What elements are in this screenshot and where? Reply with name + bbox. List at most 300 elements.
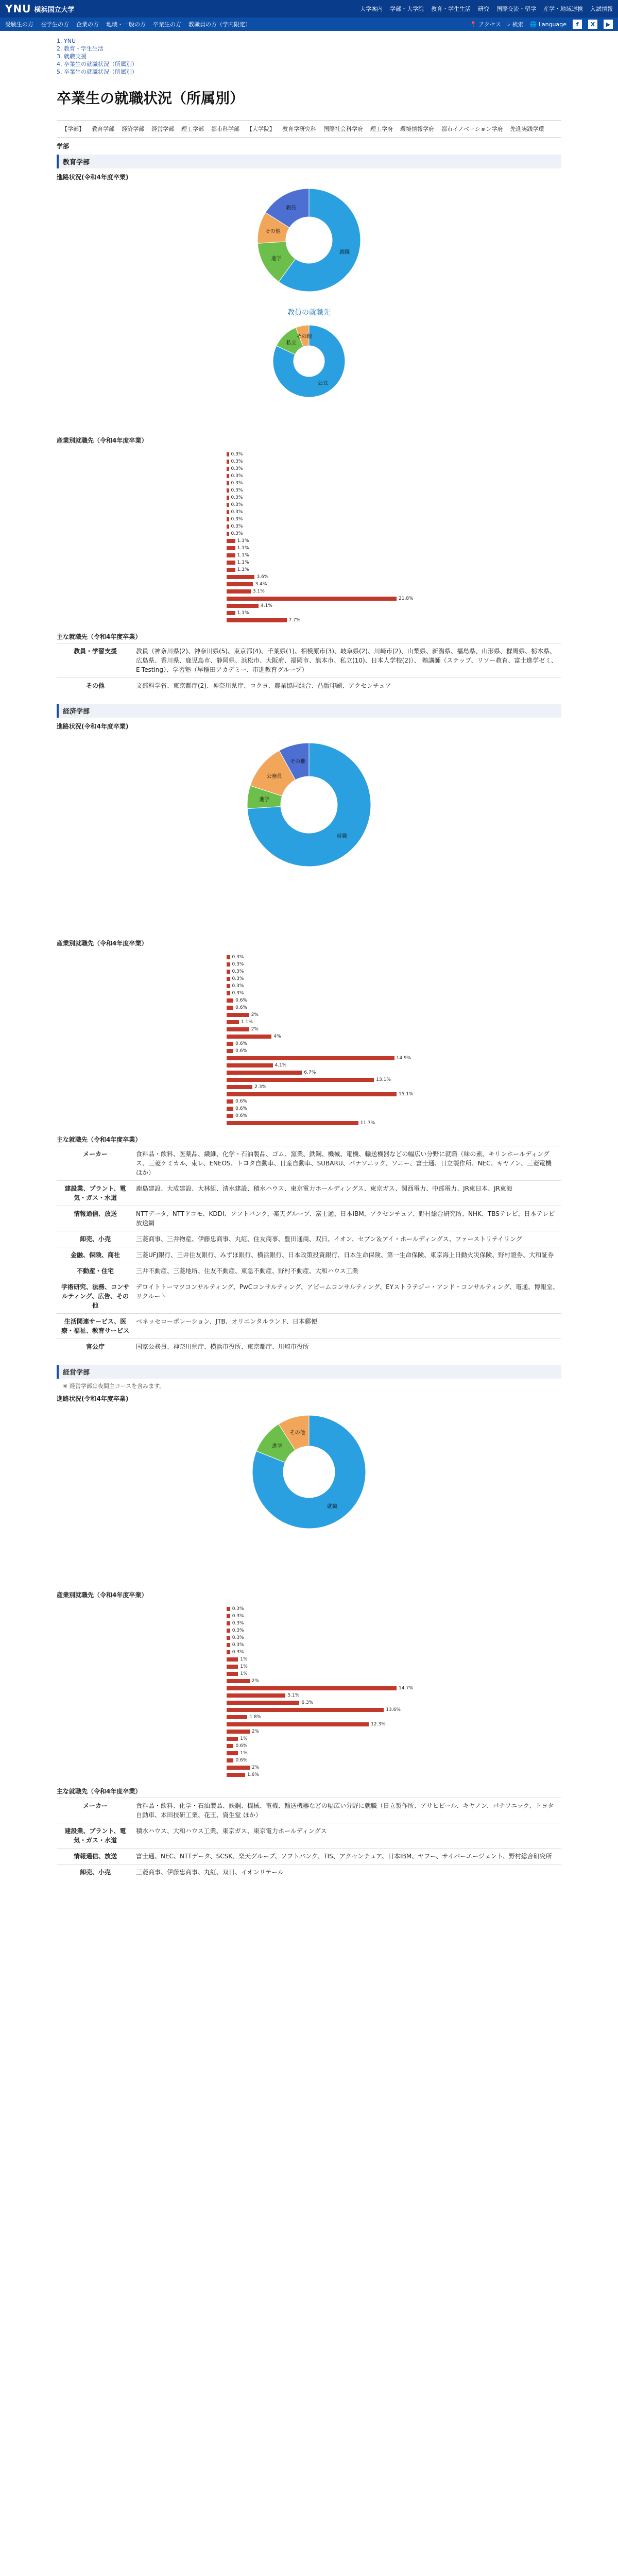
bar-row xyxy=(57,1649,561,1656)
chart-wrap xyxy=(57,178,561,302)
row-value: 三菱商事、伊藤忠商事、丸紅、双日、イオンリテール xyxy=(134,1865,561,1880)
row-value: 積水ハウス、大和ハウス工業、東京ガス、東京電力ホールディングス xyxy=(134,1823,561,1849)
bar-row xyxy=(57,1685,561,1692)
filter-link[interactable]: 経済学部 xyxy=(122,126,144,132)
bar-row xyxy=(57,1757,561,1764)
bar-value-label: 0.3% xyxy=(232,1606,244,1612)
chart-label: 産業別就職先（令和4年度卒業） xyxy=(57,437,148,444)
table-row xyxy=(57,1263,561,1279)
bar-value-label: 0.3% xyxy=(232,1650,244,1655)
bar-row xyxy=(57,509,561,516)
bar xyxy=(227,575,254,579)
bar xyxy=(227,1679,250,1683)
audience-link[interactable]: 在学生の方 xyxy=(41,21,69,28)
filter-link[interactable]: 都市科学部 xyxy=(211,126,239,132)
bar-value-label: 0.3% xyxy=(231,531,243,536)
filter-link[interactable]: 教育学研究科 xyxy=(282,126,316,132)
bar-value-label: 0.3% xyxy=(231,452,243,457)
chart-label: 教員の就職先 xyxy=(287,309,331,317)
bar-row xyxy=(57,480,561,487)
bar-value-label: 3.6% xyxy=(256,574,269,580)
bar-row xyxy=(57,1098,561,1105)
bar-row xyxy=(57,1735,561,1742)
bar-value-label: 0.3% xyxy=(231,495,243,500)
bar-value-label: 7.7% xyxy=(288,618,301,623)
dept-heading-economics: 経済学部 xyxy=(57,704,561,718)
bar-row xyxy=(57,1605,561,1613)
bar-value-label: 21.8% xyxy=(399,596,414,601)
page-title: 卒業生の就職状況（所属別） xyxy=(57,90,245,107)
table-row xyxy=(57,643,561,678)
bar-row xyxy=(57,1040,561,1047)
search-label: 検索 xyxy=(512,21,524,28)
bar-value-label: 0.3% xyxy=(231,481,243,486)
bar-value-label: 0.6% xyxy=(235,1106,247,1111)
pie-slice-label: 公務員 xyxy=(266,774,282,780)
bar xyxy=(227,1629,230,1633)
bar-row xyxy=(57,982,561,990)
bar-row xyxy=(57,545,561,552)
bar-row xyxy=(57,968,561,975)
bar-value-label: 1.6% xyxy=(247,1772,259,1777)
dept-heading-management: 経営学部 xyxy=(57,1365,561,1379)
bar-row xyxy=(57,465,561,472)
status-pie-chart xyxy=(211,733,407,877)
row-value: 富士通、NEC、NTTデータ、SCSK、楽天グループ、ソフトバンク、TIS、アクセンチュア、日本IBM、ヤフー、サイバーエージェント、野村総合研究所 xyxy=(134,1849,561,1865)
bar-row xyxy=(57,1706,561,1714)
bar xyxy=(227,561,235,565)
top-bar xyxy=(0,0,618,18)
bar-value-label: 1.8% xyxy=(249,1715,262,1720)
chart-label: 進路状況(令和4年度卒業) xyxy=(57,723,129,730)
bar-value-label: 0.3% xyxy=(232,976,244,981)
bar-row xyxy=(57,1033,561,1040)
breadcrumb-item[interactable]: 1. YNU xyxy=(57,38,76,44)
pie-slice-label: 就職 xyxy=(336,833,347,839)
bar xyxy=(227,1063,273,1067)
pie-slice-label: 進学 xyxy=(259,797,270,803)
filter-group-label: 【大学院】 xyxy=(247,126,275,132)
bar-row xyxy=(57,523,561,530)
bar-value-label: 0.3% xyxy=(232,1635,244,1640)
language-link[interactable] xyxy=(530,21,567,28)
filter-link[interactable]: 理工学部 xyxy=(181,126,204,132)
bar xyxy=(227,1607,230,1611)
bar-row xyxy=(57,566,561,573)
bar-value-label: 2% xyxy=(251,1765,260,1770)
bar-value-label: 2% xyxy=(251,1679,260,1684)
table-row xyxy=(57,1181,561,1206)
bar-row xyxy=(57,1714,561,1721)
pin-icon: 📍 xyxy=(469,21,477,28)
youtube-icon[interactable]: ▶ xyxy=(604,20,613,29)
bar-row xyxy=(57,1721,561,1728)
bar xyxy=(227,1708,384,1712)
nav-item[interactable]: 研究 xyxy=(478,6,489,12)
bar xyxy=(227,1773,245,1777)
bar-row xyxy=(57,458,561,465)
bar-row xyxy=(57,1641,561,1649)
globe-icon: 🌐 xyxy=(529,21,537,28)
bar-row xyxy=(57,1634,561,1641)
table-label: 主な就職先（令和4年度卒業） xyxy=(57,633,142,640)
search-icon: ⌕ xyxy=(507,21,510,28)
pie-slice-label: その他 xyxy=(289,1430,305,1436)
bar xyxy=(227,1693,285,1698)
nav-item[interactable]: 学部・大学院 xyxy=(390,6,424,12)
department-filter xyxy=(57,120,561,138)
bar-value-label: 11.7% xyxy=(360,1121,375,1126)
bar xyxy=(227,1006,233,1010)
bar-value-label: 0.3% xyxy=(232,969,244,974)
bar-value-label: 0.6% xyxy=(235,1005,247,1010)
bar xyxy=(227,1766,250,1770)
nav-item[interactable]: 産学・地域連携 xyxy=(543,6,583,12)
bar-row xyxy=(57,1055,561,1062)
table-row xyxy=(57,1279,561,1314)
bar-row xyxy=(57,530,561,537)
row-key: 教員・学習支援 xyxy=(57,643,134,678)
employer-table xyxy=(57,1146,561,1354)
bar-row xyxy=(57,990,561,997)
bar-value-label: 1% xyxy=(240,1671,248,1676)
breadcrumb-item[interactable]: 4. 卒業生の就職状況（所属別） xyxy=(57,61,138,67)
bar-value-label: 1.1% xyxy=(237,567,249,572)
section-label: 学部 xyxy=(57,143,70,150)
filter-link[interactable]: 教育学部 xyxy=(92,126,114,132)
bar-row xyxy=(57,581,561,588)
bar-value-label: 1% xyxy=(240,1664,248,1669)
bar xyxy=(227,1715,247,1719)
bar-value-label: 2% xyxy=(251,1012,259,1018)
teacher-pie-chart xyxy=(242,317,376,405)
filter-link[interactable]: 国際社会科学府 xyxy=(323,126,363,132)
bar-value-label: 13.6% xyxy=(386,1707,401,1713)
bar-value-label: 13.1% xyxy=(376,1077,391,1082)
x-icon[interactable]: X xyxy=(588,20,597,29)
industry-bar-chart xyxy=(57,451,561,624)
filter-group-label: 【学部】 xyxy=(62,126,84,132)
bar xyxy=(227,1686,397,1690)
bar-value-label: 0.3% xyxy=(232,1642,244,1648)
bar-value-label: 2% xyxy=(251,1027,259,1032)
bar-row xyxy=(57,451,561,458)
row-value: デロイトトーマツコンサルティング、PwCコンサルティング、アビームコンサルティング、EYストラテジー・アンド・コンサルティング、電通、博報堂、リクルート xyxy=(134,1279,561,1314)
row-value: 文部科学省、東京都庁(2)、神奈川県庁、コクヨ、農業協同組合、凸版印刷、アクセンチュア xyxy=(134,678,561,694)
bar xyxy=(227,1121,358,1125)
bar-value-label: 1.1% xyxy=(237,546,249,551)
table-row xyxy=(57,1339,561,1355)
chart-wrap xyxy=(57,1405,561,1539)
filter-link[interactable]: 先進実践学環 xyxy=(510,126,544,132)
bar xyxy=(227,1099,233,1104)
logo-mark: YNU xyxy=(5,3,31,15)
bar xyxy=(227,1621,230,1625)
bar xyxy=(227,1722,369,1726)
filter-link[interactable]: 経営学部 xyxy=(151,126,174,132)
table-label: 主な就職先（令和4年度卒業） xyxy=(57,1136,142,1143)
row-value: 鹿島建設、大成建設、大林組、清水建設、積水ハウス、東京電力ホールディングス、東京ガス、関西電力、中部電力、JR東日本、JR東海 xyxy=(134,1181,561,1206)
bar-value-label: 0.3% xyxy=(232,1621,244,1626)
table-row xyxy=(57,1231,561,1247)
bar xyxy=(227,1071,302,1075)
bar-row xyxy=(57,1663,561,1670)
bar-value-label: 0.3% xyxy=(232,984,244,989)
bar-value-label: 0.3% xyxy=(231,524,243,529)
row-value: 食料品・飲料、化学・石油製品、鉄鋼、機械、電機、輸送機器などの幅広い分野に就職（日立製作所、アサヒビール、キヤノン、パナソニック、トヨタ自動車、本田技研工業、花王、資生堂 ほか） xyxy=(134,1798,561,1823)
bar-row xyxy=(57,1620,561,1627)
row-key: 情報通信、放送 xyxy=(57,1849,134,1865)
audience-link[interactable]: 卒業生の方 xyxy=(153,21,181,28)
bar-row xyxy=(57,975,561,982)
row-value: 三井不動産、三菱地所、住友不動産、東急不動産、野村不動産、大和ハウス工業 xyxy=(134,1263,561,1279)
bar-row xyxy=(57,1613,561,1620)
row-value: 三菱商事、三井物産、伊藤忠商事、丸紅、住友商事、豊田通商、双日、イオン、セブン＆アイ・ホールディングス、ファーストリテイリング xyxy=(134,1231,561,1247)
bar-value-label: 4.1% xyxy=(274,1063,287,1068)
bar-row xyxy=(57,1627,561,1634)
bar-value-label: 0.6% xyxy=(235,1743,248,1749)
bar-row xyxy=(57,552,561,559)
bar-row xyxy=(57,997,561,1004)
bar-value-label: 6.3% xyxy=(301,1700,314,1705)
chart-label: 産業別就職先（令和4年度卒業） xyxy=(57,940,148,947)
bar xyxy=(227,1665,238,1669)
bar xyxy=(227,604,259,608)
table-row xyxy=(57,1247,561,1263)
pie-slice-label: 進学 xyxy=(272,1444,283,1450)
bar xyxy=(227,1636,230,1640)
filter-link[interactable]: 環境情報学府 xyxy=(400,126,434,132)
bar xyxy=(227,1730,250,1734)
pie-slice-label: その他 xyxy=(296,333,312,340)
language-label: Language xyxy=(538,21,566,28)
bar xyxy=(227,1042,233,1046)
bar-row xyxy=(57,1742,561,1750)
bar-value-label: 0.3% xyxy=(231,459,243,464)
bar-row xyxy=(57,595,561,602)
bar-value-label: 15.1% xyxy=(399,1092,414,1097)
bar-row xyxy=(57,472,561,480)
bar xyxy=(227,1056,394,1060)
bar-value-label: 1.1% xyxy=(237,553,249,558)
bar-value-label: 2.3% xyxy=(254,1084,267,1090)
bar-value-label: 1% xyxy=(240,1751,248,1756)
bar-value-label: 1.1% xyxy=(237,538,249,544)
filter-link[interactable]: 都市イノベーション学府 xyxy=(441,126,503,132)
bar-row xyxy=(57,1764,561,1771)
bar-value-label: 1.1% xyxy=(241,1020,253,1025)
filter-link[interactable]: 理工学府 xyxy=(370,126,393,132)
bar-value-label: 1.1% xyxy=(237,611,249,616)
bar-row xyxy=(57,1047,561,1055)
bar xyxy=(227,618,287,622)
bar-row xyxy=(57,1728,561,1735)
bar xyxy=(227,1049,233,1053)
nav-item[interactable]: 大学案内 xyxy=(360,6,383,12)
breadcrumb xyxy=(57,37,561,76)
bar-row xyxy=(57,1083,561,1091)
bar-row xyxy=(57,516,561,523)
facebook-icon[interactable]: f xyxy=(573,20,582,29)
bar-value-label: 0.3% xyxy=(232,991,244,996)
industry-bar-chart xyxy=(57,954,561,1127)
table-label: 主な就職先（令和4年度卒業） xyxy=(57,1788,142,1795)
bar-row xyxy=(57,1076,561,1083)
pie-slice-label: 教員 xyxy=(286,205,297,211)
employer-table xyxy=(57,1798,561,1880)
bar xyxy=(227,546,235,550)
bar-row xyxy=(57,1011,561,1019)
bar xyxy=(227,611,235,615)
bar xyxy=(227,1092,397,1096)
bar xyxy=(227,1027,249,1031)
bar-value-label: 14.9% xyxy=(396,1056,411,1061)
main-content xyxy=(57,31,561,1880)
bar xyxy=(227,1701,299,1705)
bar-row xyxy=(57,537,561,545)
bar-value-label: 0.6% xyxy=(235,1113,247,1118)
bar-value-label: 14.7% xyxy=(399,1686,414,1691)
bar-value-label: 3.1% xyxy=(252,589,265,594)
bar-value-label: 1.1% xyxy=(237,560,249,565)
row-key: メーカー xyxy=(57,1798,134,1823)
chart-label: 進路状況(令和4年度卒業) xyxy=(57,1395,129,1402)
search-link[interactable] xyxy=(507,20,524,28)
employer-table xyxy=(57,643,561,693)
table-row xyxy=(57,1849,561,1865)
bar-row xyxy=(57,501,561,509)
bar xyxy=(227,1107,233,1111)
site-logo[interactable] xyxy=(5,3,74,15)
row-key: 学術研究、法務、コンサルティング、広告、その他 xyxy=(57,1279,134,1314)
bar-value-label: 0.6% xyxy=(235,1758,248,1763)
row-value: 国家公務員、神奈川県庁、横浜市役所、東京都庁、川崎市役所 xyxy=(134,1339,561,1355)
bar-value-label: 0.3% xyxy=(231,473,243,479)
row-key: 不動産・住宅 xyxy=(57,1263,134,1279)
bar xyxy=(227,1114,233,1118)
nav-item[interactable]: 国際交流・留学 xyxy=(496,6,536,12)
table-row xyxy=(57,1823,561,1849)
bar-row xyxy=(57,588,561,595)
nav-item[interactable]: 入試情報 xyxy=(590,6,613,12)
row-key: メーカー xyxy=(57,1146,134,1181)
audience-link[interactable]: 受験生の方 xyxy=(5,21,33,28)
bar-row xyxy=(57,1091,561,1098)
bar xyxy=(227,597,397,601)
bar-row xyxy=(57,617,561,624)
bar-row xyxy=(57,1692,561,1699)
bar xyxy=(227,1744,233,1748)
bar xyxy=(227,1657,238,1662)
bar-row xyxy=(57,1062,561,1069)
bar-row xyxy=(57,1004,561,1011)
bar xyxy=(227,1013,249,1017)
bar-row xyxy=(57,1112,561,1120)
nav-item[interactable]: 教育・学生生活 xyxy=(431,6,471,12)
chart-label: 進路状況(令和4年度卒業) xyxy=(57,174,129,181)
bar-value-label: 1% xyxy=(240,1736,248,1741)
bar-value-label: 0.3% xyxy=(231,502,243,507)
row-value: NTTデータ、NTTドコモ、KDDI、ソフトバンク、楽天グループ、富士通、日本IBM、アクセンチュア、野村総合研究所、NHK、TBSテレビ、日本テレビ放送網 xyxy=(134,1206,561,1231)
bar xyxy=(227,1737,238,1741)
row-value: 食料品・飲料、医薬品、繊維、化学・石油製品、ゴム、窯業、鉄鋼、機械、電機、輸送機器などの幅広い分野に就職（味の素、キリンホールディングス、三菱ケミカル、東レ、ENEOS、トヨタ自動車、日産自動車、SUBARU、パナソニック、ソニー、富士通、日立製作所、NEC、キヤノン、三菱電機 ほか） xyxy=(134,1146,561,1181)
bar-row xyxy=(57,1105,561,1112)
dept-heading-education: 教育学部 xyxy=(57,155,561,168)
pie-slice-label: 進学 xyxy=(271,256,282,262)
chart-label: 産業別就職先（令和4年度卒業） xyxy=(57,1591,148,1599)
bar xyxy=(227,1650,230,1654)
bar-value-label: 0.6% xyxy=(235,998,247,1003)
bar-row xyxy=(57,1019,561,1026)
audience-link[interactable]: 企業の方 xyxy=(76,21,99,28)
bar xyxy=(227,582,253,586)
row-key: その他 xyxy=(57,678,134,694)
bar-row xyxy=(57,559,561,566)
dept-note: ※ 経営学部は夜間主コースを含みます。 xyxy=(63,1383,165,1389)
breadcrumb-item[interactable]: 3. 就職支援 xyxy=(57,53,87,60)
audience-link[interactable]: 教職員の方（学内限定） xyxy=(188,21,251,28)
bar xyxy=(227,1035,271,1039)
audience-bar xyxy=(0,18,618,31)
bar xyxy=(227,589,251,594)
bar-row xyxy=(57,494,561,501)
bar-row xyxy=(57,1670,561,1677)
bar-value-label: 0.3% xyxy=(232,955,244,960)
row-key: 建設業、プラント、電気・ガス・水道 xyxy=(57,1181,134,1206)
pie-slice-label: 就職 xyxy=(327,1504,337,1510)
bar-row xyxy=(57,602,561,609)
bar xyxy=(227,568,235,572)
table-row xyxy=(57,1314,561,1339)
breadcrumb-item[interactable]: 2. 教育・学生生活 xyxy=(57,45,104,52)
access-link[interactable] xyxy=(470,20,501,28)
bar-value-label: 0.3% xyxy=(232,962,244,967)
bar xyxy=(227,539,235,543)
pie-slice-label: 私立 xyxy=(286,340,297,346)
bar xyxy=(227,1672,238,1676)
audience-link[interactable]: 地域・一般の方 xyxy=(106,21,146,28)
table-row xyxy=(57,1146,561,1181)
table-row xyxy=(57,1798,561,1823)
row-key: 情報通信、放送 xyxy=(57,1206,134,1231)
bar-value-label: 0.3% xyxy=(231,466,243,471)
row-value: 教員（神奈川県(2)、神奈川県(5)、東京都(4)、千葉県(1)、相模原市(3)、岐阜県(2)、川崎市(2)、山梨県、新潟県、福島県、山形県、群馬県、栃木県、広島県、香川県、鹿児島市、静岡県、浜松市、大阪府、福岡市、熊本市、私立(10)、日本人学校(2)）、 塾講師（ステップ、リソー教育、富士進学ゼミ、E-Testing）、学習塾（早稲田アカデミー、市進教育グループ） xyxy=(134,643,561,678)
bar-value-label: 5.1% xyxy=(287,1693,300,1698)
bar-value-label: 3.4% xyxy=(255,582,267,587)
chart-wrap xyxy=(57,733,561,877)
bar-value-label: 0.3% xyxy=(232,1628,244,1633)
bar-value-label: 0.6% xyxy=(235,1099,247,1104)
row-key: 生活関連サービス、医療・福祉、教育サービス xyxy=(57,1314,134,1339)
access-label: アクセス xyxy=(478,21,501,28)
table-row xyxy=(57,1865,561,1880)
bar xyxy=(227,1758,233,1762)
row-key: 卸売、小売 xyxy=(57,1865,134,1880)
bar-row xyxy=(57,1771,561,1778)
row-key: 金融、保険、商社 xyxy=(57,1247,134,1263)
bar-value-label: 12.3% xyxy=(371,1722,386,1727)
bar xyxy=(227,1078,374,1082)
bar-row xyxy=(57,573,561,581)
status-pie-chart xyxy=(211,1405,407,1539)
bar xyxy=(227,1085,252,1089)
breadcrumb-item: 5. 卒業生の就職状況（所属別） xyxy=(57,69,138,75)
bar-value-label: 4% xyxy=(273,1034,281,1039)
global-nav xyxy=(360,5,613,13)
bar-row xyxy=(57,1120,561,1127)
status-pie-chart xyxy=(211,178,407,302)
bar-value-label: 0.3% xyxy=(231,517,243,522)
